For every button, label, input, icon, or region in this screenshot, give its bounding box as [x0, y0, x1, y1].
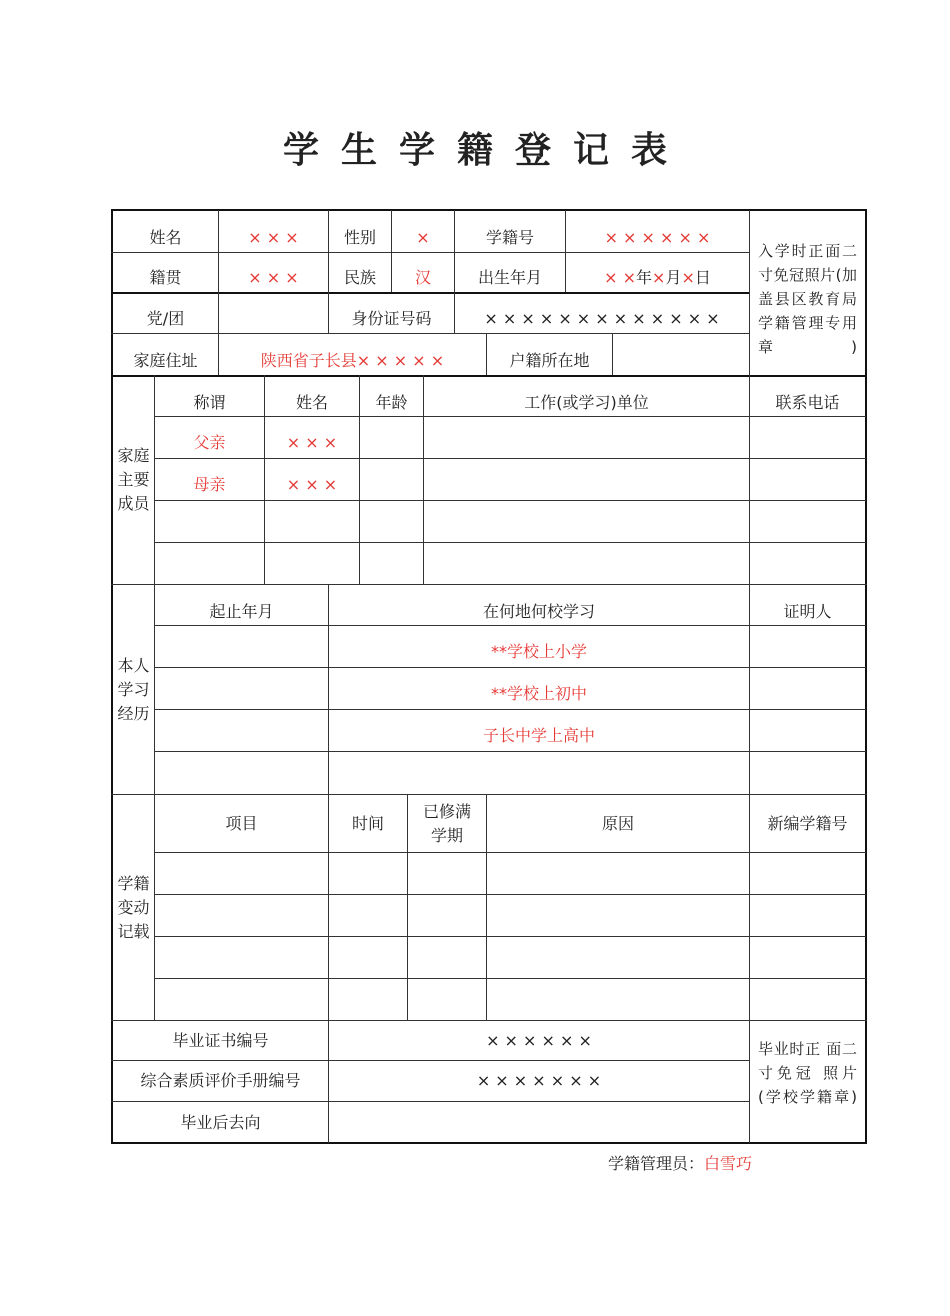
- study-cell-period[interactable]: [155, 764, 328, 792]
- change-header-item: 项目: [225, 813, 258, 833]
- family-cell-work[interactable]: [424, 513, 749, 541]
- family-cell-phone[interactable]: [750, 555, 865, 583]
- study-header-school: 在何地何校学习: [482, 601, 595, 621]
- destination-value[interactable]: [329, 1102, 749, 1143]
- family-header-relation: 称谓: [193, 392, 226, 412]
- change-cell-semesters[interactable]: [408, 860, 486, 888]
- family-cell-age[interactable]: [360, 471, 423, 499]
- study-cell-period[interactable]: [155, 638, 328, 666]
- gender-label: 性别: [343, 228, 376, 247]
- family-header-name: 姓名: [295, 392, 328, 412]
- party-value[interactable]: [219, 305, 328, 333]
- gender-value[interactable]: ×: [416, 228, 430, 247]
- change-cell-time[interactable]: [329, 860, 407, 888]
- family-cell-age[interactable]: [360, 429, 423, 457]
- name-value[interactable]: × × ×: [248, 228, 299, 247]
- study-cell-witness[interactable]: [750, 764, 865, 792]
- change-cell-item[interactable]: [155, 944, 328, 972]
- hukou-value[interactable]: [613, 346, 749, 375]
- birth-month-unit: 月: [665, 268, 682, 287]
- family-cell-name[interactable]: × × ×: [286, 433, 338, 452]
- change-header-time: 时间: [351, 813, 384, 833]
- family-header-work: 工作(或学习)单位: [524, 392, 649, 412]
- page-title: 学生学籍登记表: [282, 130, 689, 171]
- study-cell-school[interactable]: [329, 764, 749, 792]
- study-cell-witness[interactable]: [750, 722, 865, 750]
- registrar-line: [608, 1151, 752, 1174]
- change-cell-reason[interactable]: [487, 902, 749, 930]
- change-cell-new_id[interactable]: [750, 902, 865, 930]
- hukou-label: 户籍所在地: [509, 350, 590, 370]
- study-cell-witness[interactable]: [750, 638, 865, 666]
- native-place-label: 籍贯: [149, 268, 182, 287]
- birth-day-unit: 日: [694, 268, 711, 287]
- entry-photo-area[interactable]: 入学时正面二寸免冠照片(加盖县区教育局学籍管理专用章): [758, 242, 857, 356]
- change-header-semesters: 已修满学期: [422, 801, 471, 845]
- study-cell-period[interactable]: [155, 680, 328, 708]
- study-header-period: 起止年月: [209, 601, 274, 621]
- study-cell-school[interactable]: **学校上小学: [490, 642, 587, 661]
- quality-handbook-value[interactable]: × × × × × × ×: [476, 1071, 602, 1090]
- family-cell-phone[interactable]: [750, 471, 865, 499]
- native-place-value[interactable]: × × ×: [248, 268, 299, 287]
- change-cell-time[interactable]: [329, 986, 407, 1014]
- change-cell-new_id[interactable]: [750, 944, 865, 972]
- birth-year-unit: 年: [636, 268, 653, 287]
- change-cell-item[interactable]: [155, 860, 328, 888]
- birth-year: × ×: [604, 268, 637, 287]
- address-label: 家庭住址: [133, 350, 198, 370]
- student-id-value[interactable]: × × × × × ×: [604, 228, 711, 247]
- study-section-label: 本人学习经历: [117, 655, 150, 723]
- study-cell-period[interactable]: [155, 722, 328, 750]
- registrar-name: 白雪巧: [704, 1154, 753, 1173]
- family-cell-relation[interactable]: [155, 555, 264, 583]
- registrar-label: 学籍管理员：: [608, 1154, 705, 1173]
- family-cell-work[interactable]: [424, 429, 749, 457]
- change-cell-item[interactable]: [155, 986, 328, 1014]
- family-header-phone: 联系电话: [775, 392, 840, 412]
- study-cell-school[interactable]: 子长中学上高中: [482, 726, 595, 745]
- family-header-age: 年龄: [375, 392, 408, 412]
- birth-day: ×: [681, 268, 695, 287]
- change-cell-reason[interactable]: [487, 944, 749, 972]
- change-cell-reason[interactable]: [487, 986, 749, 1014]
- change-header-reason: 原因: [601, 813, 634, 833]
- change-header-new_id: 新编学籍号: [767, 813, 848, 833]
- change-cell-time[interactable]: [329, 944, 407, 972]
- study-cell-witness[interactable]: [750, 680, 865, 708]
- ethnicity-label: 民族: [343, 268, 376, 287]
- id-card-value[interactable]: × × × × × × × × × × × × ×: [484, 309, 720, 328]
- birth-date-value[interactable]: [566, 264, 749, 292]
- name-label: 姓名: [149, 228, 182, 247]
- change-cell-semesters[interactable]: [408, 986, 486, 1014]
- student-id-label: 学籍号: [485, 228, 534, 247]
- study-cell-school[interactable]: **学校上初中: [490, 684, 587, 703]
- family-cell-relation[interactable]: 母亲: [193, 475, 226, 494]
- family-cell-name[interactable]: [265, 555, 359, 583]
- family-cell-age[interactable]: [360, 513, 423, 541]
- family-cell-work[interactable]: [424, 471, 749, 499]
- change-cell-semesters[interactable]: [408, 944, 486, 972]
- ethnicity-value[interactable]: 汉: [414, 268, 431, 287]
- party-label: 党/团: [146, 309, 185, 328]
- study-header-witness: 证明人: [783, 601, 832, 621]
- family-section-label: 家庭主要成员: [117, 446, 150, 513]
- address-value[interactable]: 陕西省子长县× × × × ×: [260, 350, 445, 370]
- family-cell-relation[interactable]: [155, 513, 264, 541]
- change-cell-reason[interactable]: [487, 860, 749, 888]
- family-cell-name[interactable]: [265, 513, 359, 541]
- family-cell-age[interactable]: [360, 555, 423, 583]
- change-cell-semesters[interactable]: [408, 902, 486, 930]
- family-cell-phone[interactable]: [750, 429, 865, 457]
- change-cell-item[interactable]: [155, 902, 328, 930]
- change-cell-new_id[interactable]: [750, 986, 865, 1014]
- family-cell-phone[interactable]: [750, 513, 865, 541]
- grad-cert-label: 毕业证书编号: [172, 1030, 269, 1050]
- id-card-label: 身份证号码: [351, 309, 432, 328]
- change-cell-new_id[interactable]: [750, 860, 865, 888]
- birth-date-label: 出生年月: [477, 268, 542, 287]
- birth-month: ×: [652, 268, 666, 287]
- grad-cert-value[interactable]: × × × × × ×: [486, 1030, 592, 1050]
- family-cell-work[interactable]: [424, 555, 749, 583]
- quality-handbook-label: 综合素质评价手册编号: [140, 1071, 301, 1090]
- graduation-photo-area[interactable]: 毕业时正 面二寸免冠 照片(学校学籍章): [758, 1040, 857, 1106]
- change-cell-time[interactable]: [329, 902, 407, 930]
- destination-label: 毕业后去向: [180, 1112, 261, 1132]
- family-cell-name[interactable]: × × ×: [286, 475, 338, 494]
- family-cell-relation[interactable]: 父亲: [193, 433, 226, 452]
- change-section-label: 学籍变动记载: [117, 873, 150, 941]
